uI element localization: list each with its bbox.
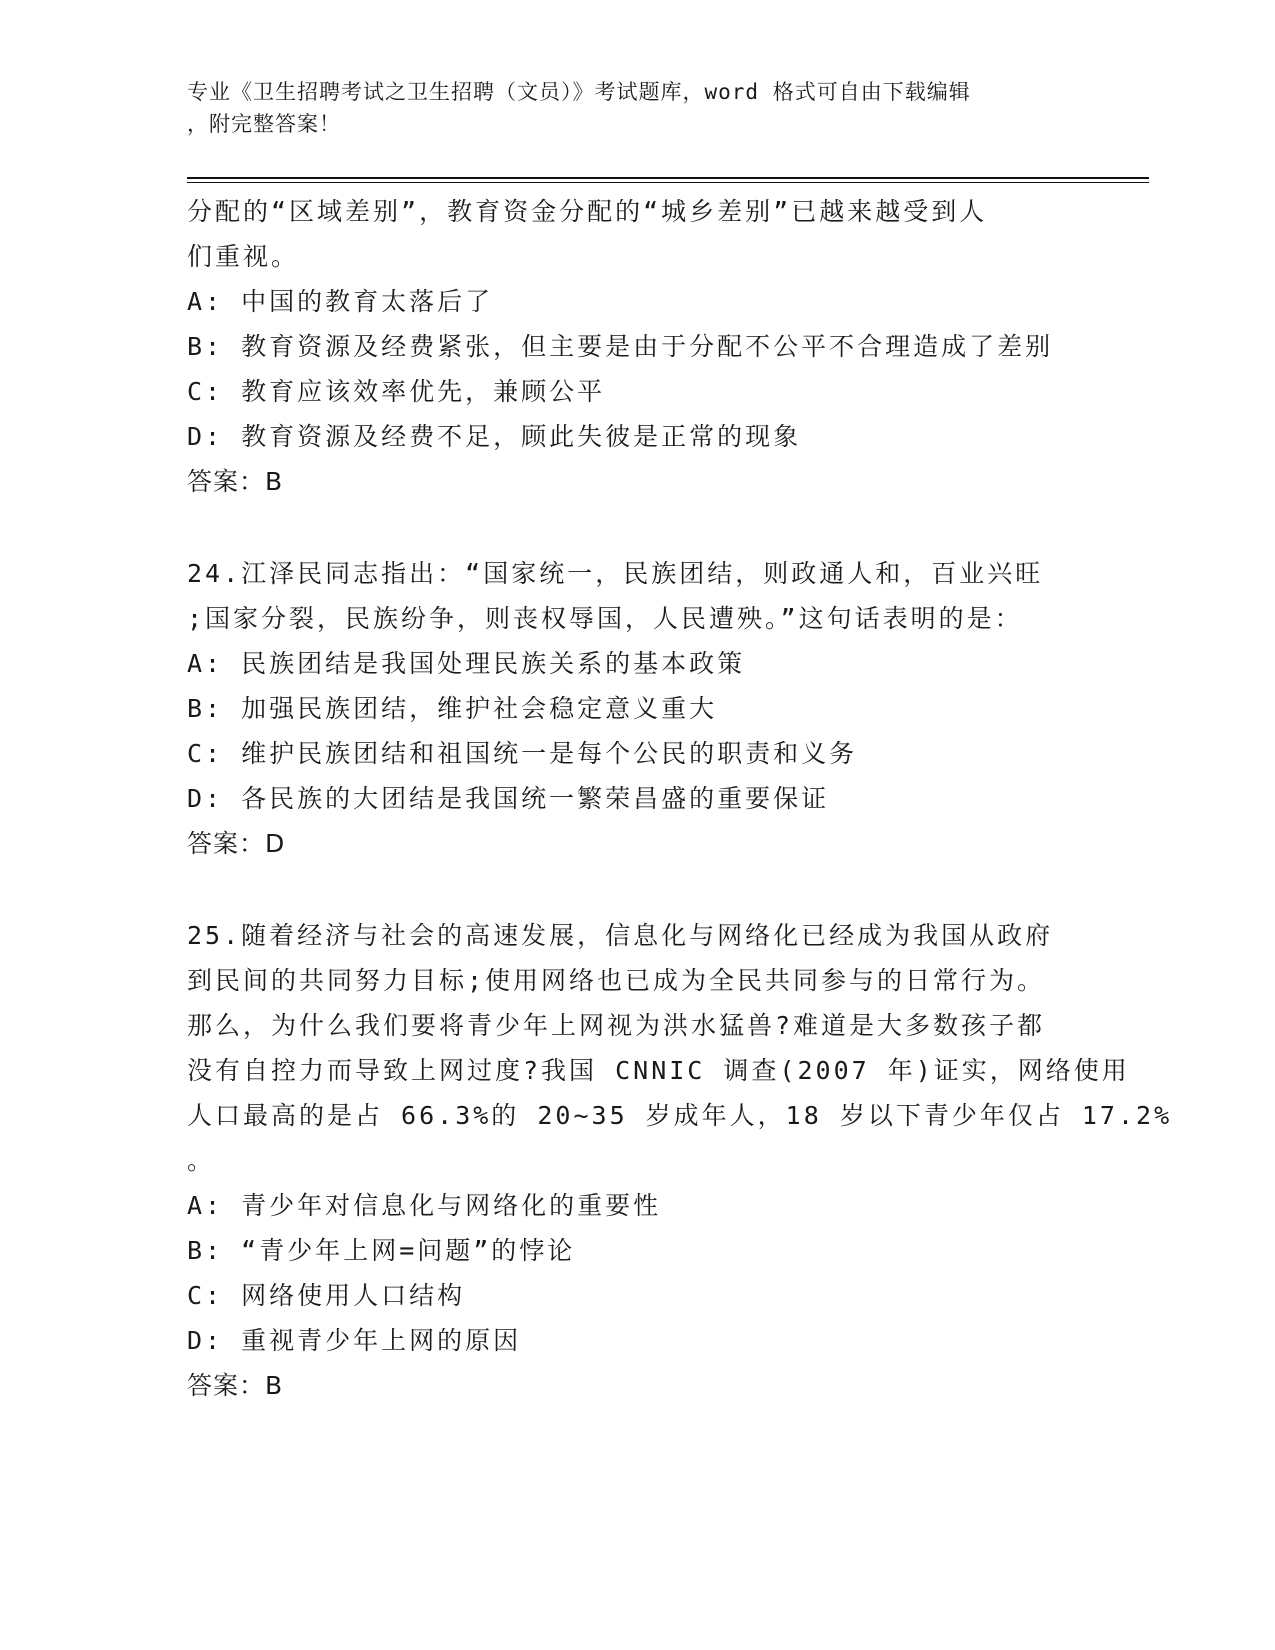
header-rule-thin xyxy=(187,182,1149,183)
header-line-1: 专业《卫生招聘考试之卫生招聘（文员）》考试题库，word 格式可自由下载编辑 xyxy=(187,80,971,104)
question-stem-line: 。 xyxy=(187,1146,216,1175)
question-stem-line: 到民间的共同努力目标;使用网络也已成为全民共同参与的日常行为。 xyxy=(187,966,1046,995)
option-b: B: 加强民族团结，维护社会稳定意义重大 xyxy=(187,694,718,723)
option-d: D: 各民族的大团结是我国统一繁荣昌盛的重要保证 xyxy=(187,784,830,813)
question-24 xyxy=(187,551,1087,866)
option-d: D: 教育资源及经费不足，顾此失彼是正常的现象 xyxy=(187,422,802,451)
question-stem-line: 们重视。 xyxy=(187,242,300,271)
option-b: B: 教育资源及经费紧张，但主要是由于分配不公平不合理造成了差别 xyxy=(187,332,1054,361)
header-rule-thick xyxy=(187,177,1149,179)
question-stem-line: 24.江泽民同志指出：“国家统一，民族团结，则政通人和，百业兴旺 xyxy=(187,559,1044,588)
question-stem-line: 人口最高的是占 66.3%的 20~35 岁成年人，18 岁以下青少年仅占 17.2% xyxy=(187,1101,1173,1130)
answer-line: 答案：B xyxy=(187,467,284,496)
question-spacer xyxy=(187,504,1087,551)
option-a: A: 民族团结是我国处理民族关系的基本政策 xyxy=(187,649,746,678)
option-c: C: 网络使用人口结构 xyxy=(187,1281,466,1310)
option-c: C: 维护民族团结和祖国统一是每个公民的职责和义务 xyxy=(187,739,858,768)
option-c: C: 教育应该效率优先，兼顾公平 xyxy=(187,377,606,406)
question-stem-line: 没有自控力而导致上网过度?我国 CNNIC 调查(2007 年)证实，网络使用 xyxy=(187,1056,1130,1085)
header-line-2: ，附完整答案！ xyxy=(187,112,341,136)
answer-line: 答案：B xyxy=(187,1371,284,1400)
question-stem-line: 25.随着经济与社会的高速发展，信息化与网络化已经成为我国从政府 xyxy=(187,921,1054,950)
question-spacer xyxy=(187,866,1087,913)
option-a: A: 中国的教育太落后了 xyxy=(187,287,494,316)
document-header xyxy=(187,76,1067,140)
option-b: B: “青少年上网=问题”的悖论 xyxy=(187,1236,576,1265)
question-stem-line: ;国家分裂，民族纷争，则丧权辱国，人民遭殃。”这句话表明的是： xyxy=(187,604,1023,633)
question-stem-line: 分配的“区域差别”，教育资金分配的“城乡差别”已越来越受到人 xyxy=(187,197,988,226)
question-stem-line: 那么，为什么我们要将青少年上网视为洪水猛兽?难道是大多数孩子都 xyxy=(187,1011,1046,1040)
option-d: D: 重视青少年上网的原因 xyxy=(187,1326,522,1355)
option-a: A: 青少年对信息化与网络化的重要性 xyxy=(187,1191,662,1220)
answer-line: 答案：D xyxy=(187,829,286,858)
question-list xyxy=(187,189,1173,1408)
question-23 xyxy=(187,189,1087,504)
question-25 xyxy=(187,913,1173,1408)
